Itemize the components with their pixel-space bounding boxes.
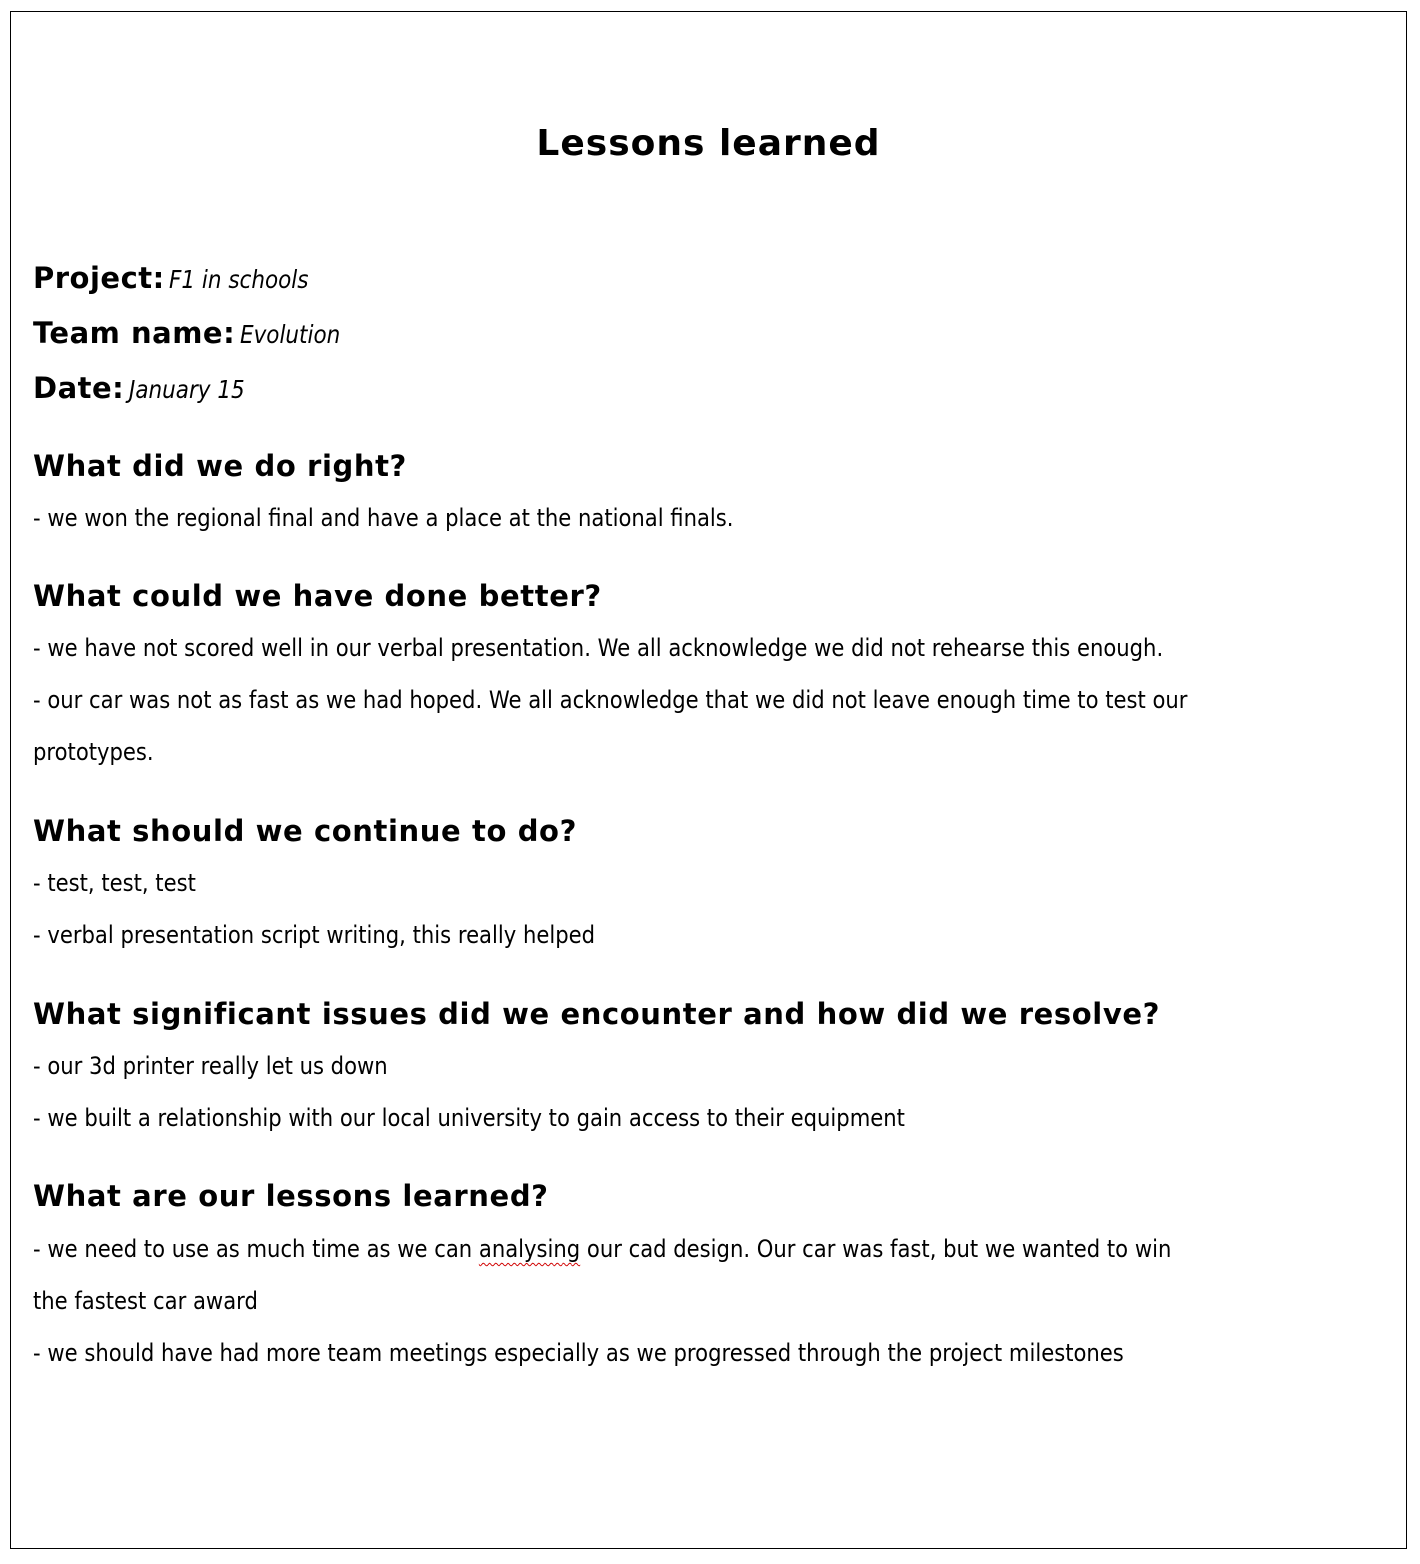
section-heading-continue: What should we continue to do? — [33, 814, 577, 848]
section-heading-done-better: What could we have done better? — [33, 579, 602, 613]
section-line: prototypes. — [33, 738, 154, 766]
spelling-flagged-word[interactable]: analysing — [478, 1235, 581, 1263]
section-line — [33, 1231, 1171, 1267]
date-field — [33, 368, 263, 413]
line-text: our cad design. Our car was fast, but we wanted to win — [580, 1235, 1172, 1263]
team-name-field — [33, 313, 356, 358]
project-label: Project: — [33, 261, 165, 295]
section-heading-did-right: What did we do right? — [33, 449, 407, 483]
line-text: - we need to use as much time as we can — [33, 1235, 479, 1263]
section-line: - we won the regional final and have a place at the national finals. — [33, 504, 734, 532]
date-label: Date: — [33, 371, 125, 405]
section-line: - we have not scored well in our verbal presentation. We all acknowledge we did not rehearse this enough. — [33, 634, 1164, 662]
section-line: - verbal presentation script writing, this really helped — [33, 921, 596, 949]
section-line: - our 3d printer really let us down — [33, 1052, 388, 1080]
team-name-label: Team name: — [33, 316, 236, 350]
project-value: F1 in schools — [169, 265, 309, 294]
section-line: - test, test, test — [33, 869, 196, 897]
date-value: January 15 — [128, 375, 245, 404]
project-field — [33, 258, 331, 303]
section-line: - we built a relationship with our local university to gain access to their equipment — [33, 1104, 905, 1132]
section-line: the fastest car award — [33, 1287, 258, 1315]
section-heading-issues: What significant issues did we encounter and how did we resolve? — [33, 997, 1161, 1031]
section-line: - we should have had more team meetings especially as we progressed through the project milestones — [33, 1339, 1124, 1367]
document-title: Lessons learned — [536, 123, 881, 164]
section-line: - our car was not as fast as we had hoped. We all acknowledge that we did not leave enough time to test our — [33, 686, 1188, 714]
section-heading-lessons: What are our lessons learned? — [33, 1179, 549, 1213]
team-name-value: Evolution — [239, 320, 341, 349]
document-page — [10, 11, 1407, 1549]
